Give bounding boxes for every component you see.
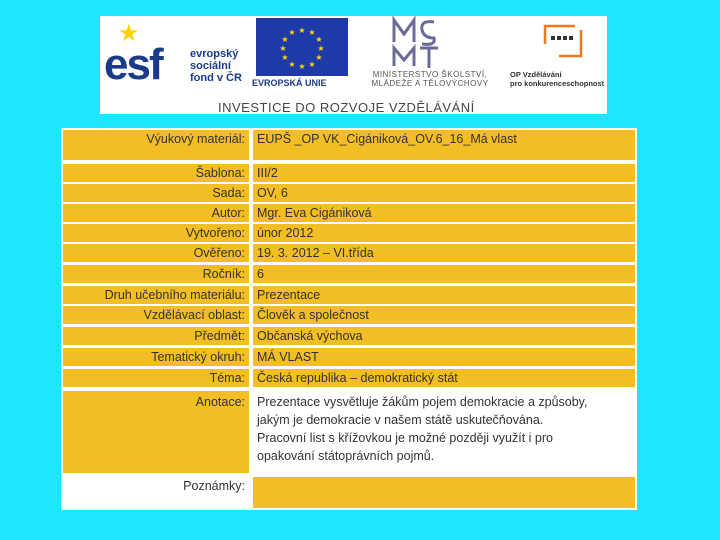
svg-text:★: ★ xyxy=(298,26,306,35)
row-value: Česká republika – demokratický stát xyxy=(253,369,635,387)
anotace-line: opakování státoprávních pojmů. xyxy=(257,449,435,463)
esf-text-line: sociální xyxy=(190,60,231,72)
svg-text:★: ★ xyxy=(308,60,316,69)
row-label: Anotace: xyxy=(63,391,249,473)
row-label: Ověřeno: xyxy=(63,244,249,262)
svg-text:★: ★ xyxy=(281,53,289,62)
svg-text:★: ★ xyxy=(315,35,323,44)
row-value: III/2 xyxy=(253,164,635,182)
msmt-label-line: MINISTERSTVO ŠKOLSTVÍ, xyxy=(372,70,488,79)
svg-text:★: ★ xyxy=(317,44,325,53)
row-label: Ročník: xyxy=(63,265,249,283)
svg-text:★: ★ xyxy=(281,35,289,44)
row-label: Tematický okruh: xyxy=(63,348,249,366)
row-value: Prezentace xyxy=(253,286,635,304)
msmt-label-line: MLÁDEŽE A TĚLOVÝCHOVY xyxy=(371,79,489,88)
anotace-line: Prezentace vysvětluje žákům pojem demokracie a způsoby, xyxy=(257,395,588,409)
row-value: 19. 3. 2012 – VI.třída xyxy=(253,244,635,262)
esf-text xyxy=(190,48,242,84)
svg-text:★: ★ xyxy=(308,28,316,37)
svg-text:★: ★ xyxy=(288,28,296,37)
row-label: Vzdělávací oblast: xyxy=(63,306,249,324)
row-label: Poznámky: xyxy=(63,477,249,508)
row-value: Člověk a společnost xyxy=(253,306,635,324)
svg-text:★: ★ xyxy=(279,44,287,53)
svg-text:★: ★ xyxy=(315,53,323,62)
op-label-line: pro konkurenceschopnost xyxy=(510,79,605,88)
row-value: MÁ VLAST xyxy=(253,348,635,366)
row-label: Sada: xyxy=(63,184,249,202)
investment-banner: INVESTICE DO ROZVOJE VZDĚLÁVÁNÍ xyxy=(218,100,475,115)
row-label: Předmět: xyxy=(63,327,249,345)
anotace-text xyxy=(253,391,635,473)
row-value: EUPŠ _OP VK_Cigániková_OV.6_16_Má vlast xyxy=(253,130,635,160)
row-label: Šablona: xyxy=(63,164,249,182)
anotace-line: jakým je demokracie v našem státě uskutečňována. xyxy=(257,413,544,427)
row-value xyxy=(253,477,635,508)
op-logo-icon xyxy=(525,16,605,76)
eu-flag-icon xyxy=(256,18,348,76)
metadata-table xyxy=(61,128,637,510)
row-value: OV, 6 xyxy=(253,184,635,202)
eu-label: EVROPSKÁ UNIE xyxy=(252,78,327,88)
op-label xyxy=(510,70,607,88)
op-label-line: OP Vzdělávání xyxy=(510,70,562,79)
esf-letters: esf xyxy=(104,40,162,89)
esf-logo xyxy=(104,16,254,98)
row-label: Výukový materiál: xyxy=(63,130,249,160)
row-value: 6 xyxy=(253,265,635,283)
svg-text:★: ★ xyxy=(298,62,306,71)
msmt-logo-icon xyxy=(390,16,440,74)
esf-text-line: fond v ČR xyxy=(190,72,242,84)
logo-band xyxy=(100,16,607,114)
row-value: Občanská výchova xyxy=(253,327,635,345)
msmt-label xyxy=(350,70,510,88)
row-label: Autor: xyxy=(63,204,249,222)
anotace-line: Pracovní list s křížovkou je možné později využít i pro xyxy=(257,431,553,445)
esf-text-line: evropský xyxy=(190,48,239,60)
row-value: únor 2012 xyxy=(253,224,635,242)
svg-text:★: ★ xyxy=(288,60,296,69)
row-label: Vytvořeno: xyxy=(63,224,249,242)
row-label: Druh učebního materiálu: xyxy=(63,286,249,304)
esf-star-icon: ★ xyxy=(118,20,140,47)
row-label: Téma: xyxy=(63,369,249,387)
row-value: Mgr. Eva Cigániková xyxy=(253,204,635,222)
